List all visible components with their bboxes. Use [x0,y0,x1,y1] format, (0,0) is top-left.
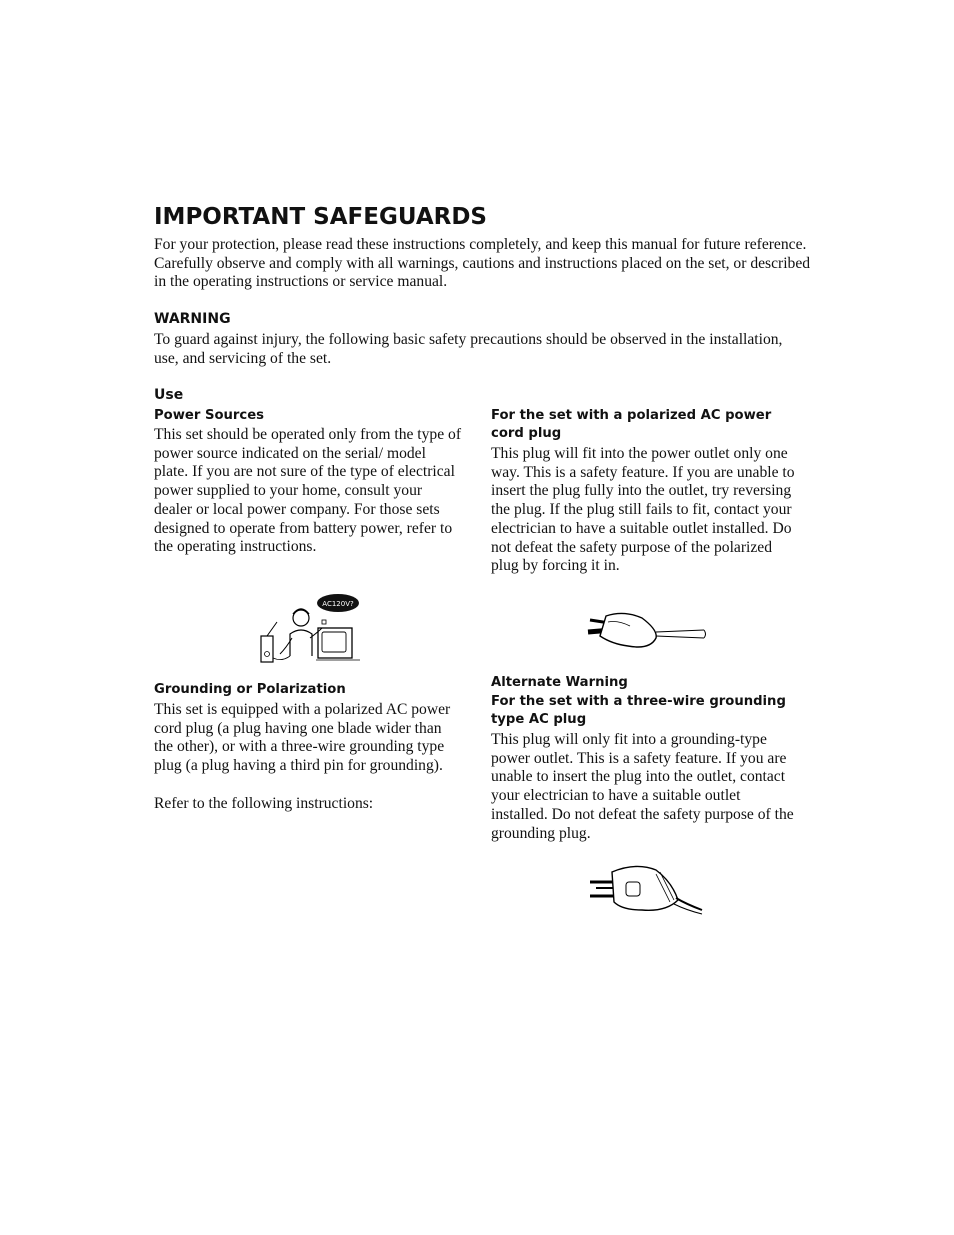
grounding-text: This set is equipped with a polarized AC power cord plug (a plug having one blade wider than the other), or with a three-wire grounding type plug (a plug having a third pin for grounding). [154,701,451,775]
page-title: IMPORTANT SAFEGUARDS [154,204,487,230]
power-source-illustration [256,592,368,666]
illustration-label: AC120V? [322,600,354,608]
polarized-plug-illustration [584,608,708,656]
alternate-warning-heading: Alternate Warning [491,675,628,690]
warning-heading: WARNING [154,311,231,327]
polarized-heading: For the set with a polarized AC power cord plug [491,408,772,442]
warning-text: To guard against injury, the following basic safety precautions should be observed in the installation, use, and servicing of the set. [154,331,783,367]
polarized-text: This plug will fit into the power outlet only one way. This is a safety feature. If you are unable to insert the plug fully into the outlet, try reversing the plug. If the plug still fails to fit, contact your electrician to have a suitable outlet installed. Do not defeat the safety purpose of the polarized plug by forcing it in. [491,445,795,575]
use-heading: Use [154,387,184,403]
power-sources-heading: Power Sources [154,408,265,423]
alternate-warning-subheading: For the set with a three-wire grounding type AC plug [491,694,786,728]
grounding-heading: Grounding or Polarization [154,682,346,697]
alternate-warning-text: This plug will only fit into a grounding-type power outlet. This is a safety feature. If you are unable to insert the plug into the outlet, contact your electrician to have a suitable outlet installed. Do not defeat the safety purpose of the grounding plug. [491,731,794,842]
power-sources-text: This set should be operated only from the type of power source indicated on the serial/ model plate. If you are not sure of the type of electrical power supplied to your home, consult your dealer or local power company. For those sets designed to operate from battery power, refer to the operating instructions. [154,426,462,556]
grounding-plug-illustration [586,860,706,916]
intro-paragraph: For your protection, please read these instructions completely, and keep this manual for future reference. Carefully observe and comply with all warnings, cautions and instructions placed on the set, or described in the operating instructions or service manual. [154,236,811,291]
grounding-note: Refer to the following instructions: [154,795,374,812]
